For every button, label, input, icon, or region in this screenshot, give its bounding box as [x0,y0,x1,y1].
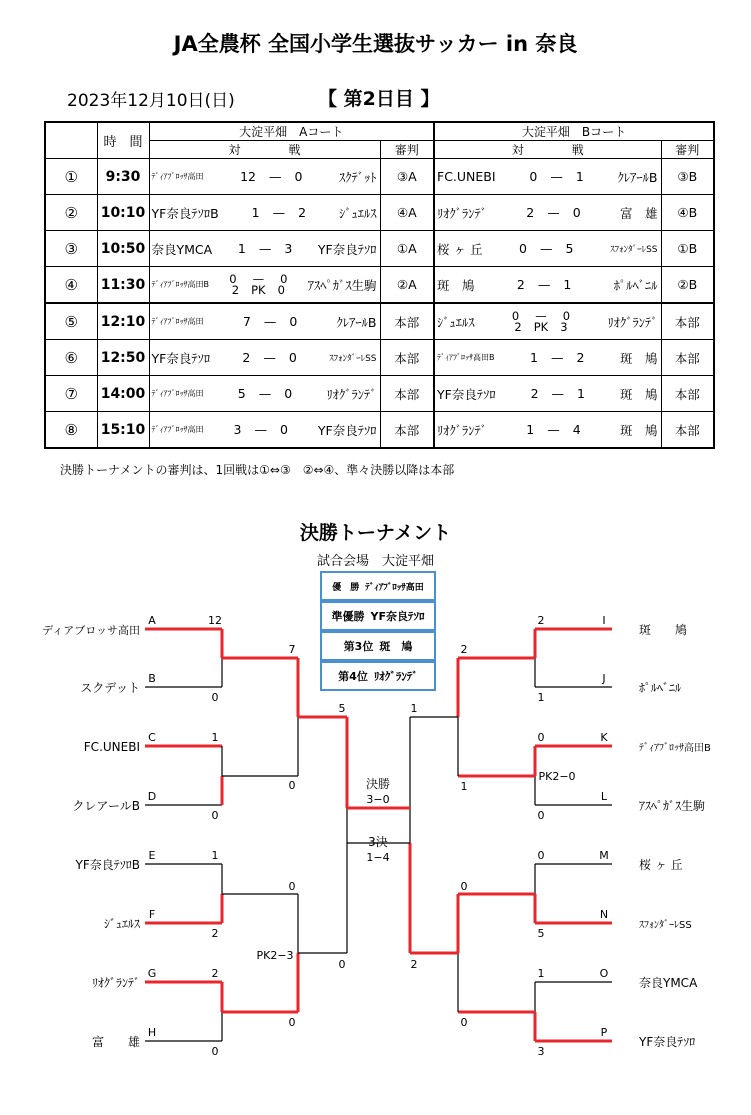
score-dash: — [550,350,564,365]
home-team: YF奈良ﾃｿﾛ [437,386,496,402]
score-label: 0 [211,691,219,704]
score-pk2: 3 [560,319,568,334]
referee-b: 本部 [661,340,714,376]
seed-letter: G [147,967,157,980]
away-team: ｸﾚｱｰﾙB [617,169,658,185]
seed-letter: E [148,849,156,862]
score-hs: 0 [229,271,237,286]
seed-letter: D [147,790,157,803]
result-team: YF奈良ﾃｿﾛ [370,610,425,623]
score-label: 2 [211,927,219,940]
score-dash: — [258,386,272,401]
match-number: ⑧ [45,412,97,449]
away-team: YF奈良ﾃｿﾛ [317,422,377,438]
score-dash: — [272,205,286,220]
score-as: 0 [288,350,297,365]
team-name: YF奈良ﾃｿﾛ [639,1035,696,1049]
score-pk1: 2 [514,319,522,334]
score-hs: 1 [530,350,538,365]
score-hs: 0 [519,241,527,256]
score-pk: PK [533,319,549,334]
score-as: 4 [572,422,581,437]
away-team: 富 雄 [619,205,658,221]
team-name: FC.UNEBI [83,740,140,754]
home-team: ﾃﾞｨｱﾌﾞﾛｯｻ高田 [151,389,204,398]
score-dash: — [258,241,272,256]
score-hs: 0 [511,308,520,323]
time-header: 時 間 [97,122,149,159]
result-team: ﾃﾞｨｱﾌﾞﾛｯｻ高田 [365,582,424,593]
result-team: 斑 鳩 [379,640,413,653]
court-a-header: 大淀平畑 Aコート [149,122,434,141]
score-label: 1 [537,691,545,704]
score-hs: 5 [237,386,246,401]
score-as: 0 [572,205,581,220]
team-name: YF奈良ﾃｿﾛB [75,858,140,872]
away-team: ｽﾌｫﾝﾀﾞｰﾚSS [329,354,377,364]
home-team: ﾃﾞｨｱﾌﾞﾛｯｻ高田 [151,317,204,326]
score-label: 0 [288,779,296,792]
score-as: 0 [294,169,303,184]
referee-b: 本部 [661,303,714,340]
tournament-title: 決勝トーナメント [299,522,452,544]
score-as: 1 [577,386,585,401]
score-pk: PK [251,282,266,297]
score-label: 0 [211,809,219,822]
referee-a: 本部 [380,303,434,340]
home-team: ｼﾞｭｴﾙｽ [437,314,475,330]
home-team: ﾘｵｸﾞﾗﾝﾃﾞ [437,422,488,438]
result-box [320,601,436,631]
match-header-b: 対 戦 [434,141,661,159]
venue-label: 試合会場 大淀平畑 [316,554,434,569]
away-team: 斑 鳩 [619,386,658,402]
score-label: 5 [537,927,545,940]
ref-header-b: 審判 [661,141,714,159]
page-title: JA全農杯 全国小学生選抜サッカー in 奈良 [173,32,578,56]
team-name: ﾎﾟﾙﾍﾞﾆﾙ [639,681,682,695]
score-as: 2 [576,350,585,365]
referee-a: ③A [380,159,434,195]
away-team: 斑 鳩 [619,422,658,438]
score-label: 0 [288,880,296,893]
match-number: ① [45,159,97,195]
score-dash: — [550,169,563,184]
result-place: 第4位 [338,670,368,683]
match-number: ⑥ [45,340,97,376]
team-name: 桜 ヶ 丘 [639,858,683,872]
score-label: 7 [288,643,296,656]
match-number: ④ [45,267,97,304]
seed-letter: L [600,790,608,803]
score-label: 0 [537,809,545,822]
score-hs: 2 [242,350,251,365]
score-hs: 1 [526,422,535,437]
referee-a: 本部 [380,412,434,449]
score-label: 5 [338,702,346,715]
score-hs: 1 [237,241,246,256]
score-dash: — [551,386,565,401]
seed-letter: J [602,672,606,685]
score-as: 2 [298,205,307,220]
third-score: 1−4 [366,851,390,864]
referee-b: ③B [661,159,714,195]
home-team: ﾃﾞｨｱﾌﾞﾛｯｻ高田 [151,172,204,181]
referee-note: 決勝トーナメントの審判は、1回戦は①⇔③ ②⇔④、準々決勝以降は本部 [60,463,455,477]
score-dash: — [537,277,551,292]
day-label: 【 第2日目 】 [318,88,440,110]
kickoff-time: 10:10 [97,195,149,231]
referee-a: 本部 [380,340,434,376]
score-label: 0 [537,731,545,744]
home-team: YF奈良ﾃｿﾛB [151,205,219,221]
match-number: ③ [45,231,97,267]
result-place: 第3位 [343,640,374,653]
match-number: ② [45,195,97,231]
kickoff-time: 11:30 [97,267,149,304]
match-number: ⑦ [45,376,97,412]
away-team: 斑 鳩 [619,350,658,366]
score-dash: — [547,205,560,220]
result-box [320,571,436,601]
score-pk1: 2 [231,282,240,297]
home-team: 奈良YMCA [151,241,213,257]
kickoff-time: 14:00 [97,376,149,412]
kickoff-time: 10:50 [97,231,149,267]
score-label: 0 [460,1016,468,1029]
home-team: ﾃﾞｨｱﾌﾞﾛｯｻ高田 [151,425,204,434]
court-b-header: 大淀平畑 Bコート [434,122,714,141]
score-hs: 2 [526,205,535,220]
score-pk2: 0 [277,282,285,297]
home-team: FC.UNEBI [437,169,496,184]
team-name: ディアブロッサ高田 [42,624,140,637]
away-team: ﾘｵｸﾞﾗﾝﾃﾞ [326,386,377,402]
score-label: 2 [537,614,545,627]
score-label: 2 [460,643,468,656]
team-name: 斑 鳩 [639,623,688,637]
score-dash: — [263,350,276,365]
score-label: 2 [211,967,219,980]
away-team: ｱｽﾍﾟｶﾞｽ生駒 [307,277,377,293]
score-label: 0 [460,880,468,893]
referee-a: ①A [380,231,434,267]
team-name: ｽﾌｫﾝﾀﾞｰﾚSS [639,920,692,931]
away-team: ﾎﾟﾙﾍﾞﾆﾙ [613,277,658,293]
score-as: 1 [575,169,584,184]
away-team: ﾘｵｸﾞﾗﾝﾃﾞ [607,314,658,330]
pk-label: PK2−0 [538,770,576,783]
team-name: ｼﾞｭｴﾙｽ [103,917,140,931]
score-label: 3 [537,1045,545,1058]
seed-letter: P [600,1026,608,1039]
seed-letter: K [600,731,608,744]
score-hs: 7 [242,314,251,329]
referee-b: ④B [661,195,714,231]
referee-a: ④A [380,195,434,231]
team-name: 富 雄 [91,1035,140,1049]
kickoff-time: 15:10 [97,412,149,449]
kickoff-time: 12:10 [97,303,149,340]
score-label: 12 [208,614,222,627]
score-dash: — [268,169,282,184]
kickoff-time: 9:30 [97,159,149,195]
score-hs: 3 [233,422,242,437]
result-team: ﾘｵｸﾞﾗﾝﾃﾞ [373,670,418,683]
score-label: 0 [288,1016,296,1029]
seed-letter: O [599,967,609,980]
score-label: 0 [211,1045,219,1058]
home-team: YF奈良ﾃｿﾛ [151,350,211,366]
referee-b: 本部 [661,412,714,449]
score-hs: 12 [240,169,256,184]
team-name: ﾘｵｸﾞﾗﾝﾃﾞ [91,976,140,990]
score-label: 0 [338,958,346,971]
team-name: 奈良YMCA [639,976,698,990]
score-label: 1 [537,967,545,980]
result-place: 優 勝 [332,582,360,593]
home-team: 桜 ヶ 丘 [437,241,483,257]
score-label: 1 [410,702,418,715]
away-team: ｼﾞｭｴﾙｽ [338,205,377,221]
match-number: ⑤ [45,303,97,340]
kickoff-time: 12:50 [97,340,149,376]
score-label: 1 [211,731,219,744]
score-dash: — [540,241,553,256]
final-label: 決勝 [365,777,391,791]
score-label: 2 [410,958,418,971]
score-as: 0 [289,314,298,329]
away-team: ｽﾌｫﾝﾀﾞｰﾚSS [610,245,658,255]
final-score: 3−0 [366,793,390,806]
referee-a: ②A [380,267,434,304]
score-dash: — [547,422,560,437]
team-name: クレアールB [72,799,140,813]
score-hs: 1 [251,205,260,220]
third-label: 3決 [368,835,388,849]
home-team: ﾃﾞｨｱﾌﾞﾛｯｻ高田B [151,280,209,289]
score-label: 1 [460,780,468,793]
score-as: 0 [284,386,293,401]
score-as: 0 [280,271,288,286]
away-team: YF奈良ﾃｿﾛ [317,241,377,257]
score-dash: — [252,271,265,286]
score-as: 5 [565,241,574,256]
seed-letter: B [148,672,156,685]
match-header-a: 対 戦 [149,141,380,159]
score-dash: — [263,314,277,329]
seed-letter: H [147,1026,157,1039]
team-name: ｱｽﾍﾟｶﾞｽ生駒 [639,799,706,813]
referee-b: ①B [661,231,714,267]
result-box [320,661,436,691]
score-as: 1 [563,277,572,292]
score-label: 1 [211,849,219,862]
home-team: ﾘｵｸﾞﾗﾝﾃﾞ [437,205,488,221]
referee-b: 本部 [661,376,714,412]
seed-letter: M [599,849,609,862]
event-date: 2023年12月10日(日) [67,91,235,111]
ref-header-a: 審判 [380,141,434,159]
score-as: 3 [284,241,293,256]
score-hs: 0 [529,169,538,184]
seed-letter: N [599,908,609,921]
score-label: 0 [537,849,545,862]
result-place: 準優勝 [331,610,365,623]
score-dash: — [254,422,267,437]
seed-letter: F [148,908,156,921]
result-box [320,631,436,661]
score-as: 0 [279,422,288,437]
away-team: ｸﾚｱｰﾙB [336,314,377,330]
score-hs: 2 [516,277,525,292]
score-dash: — [535,308,547,323]
team-name: スクデット [80,681,140,695]
seed-letter: I [602,614,606,627]
seed-letter: C [148,731,156,744]
referee-b: ②B [661,267,714,304]
home-team: ﾃﾞｨｱﾌﾞﾛｯｻ高田B [437,353,495,362]
score-hs: 2 [530,386,539,401]
seed-letter: A [148,614,156,627]
away-team: ｽｸﾃﾞｯﾄ [338,169,377,185]
pk-label: PK2−3 [256,949,294,962]
referee-a: 本部 [380,376,434,412]
home-team: 斑 鳩 [437,277,475,293]
score-as: 0 [562,308,571,323]
team-name: ﾃﾞｨｱﾌﾞﾛｯｻ高田B [639,743,711,754]
